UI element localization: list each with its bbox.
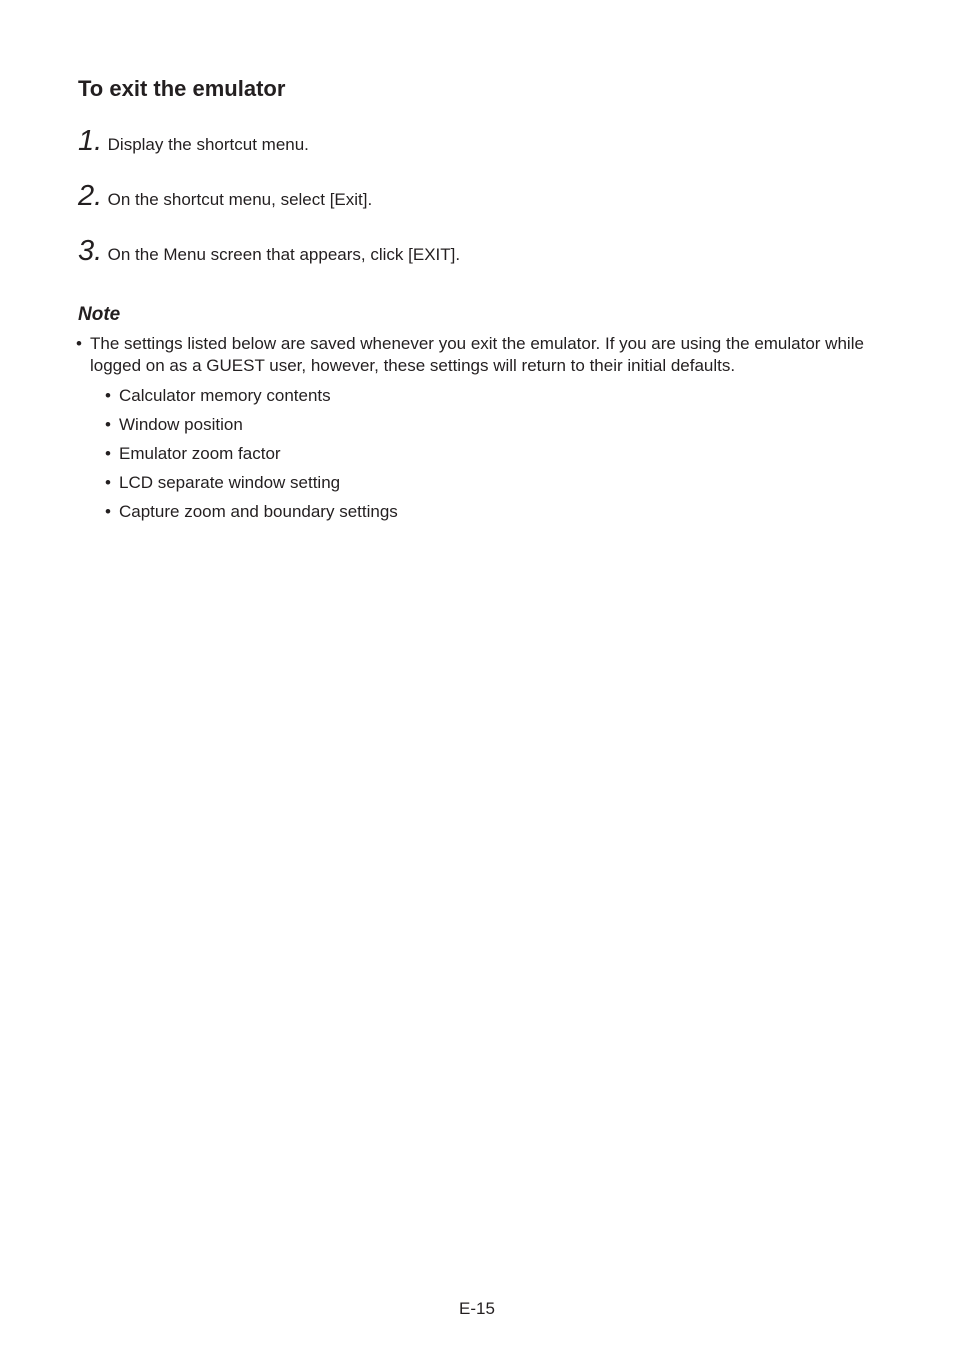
list-item (105, 443, 398, 472)
note-text: The settings listed below are saved whenever you exit the emulator. If you are using the emulator while logged on as a GUEST user, however, these settings will return to their initial defaults. (90, 334, 864, 375)
section-heading: To exit the emulator (78, 76, 286, 101)
list-item-text: Capture zoom and boundary settings (119, 502, 398, 521)
bullet-icon: • (105, 502, 111, 521)
step-3 (78, 236, 460, 266)
settings-list (105, 385, 398, 530)
bullet-icon: • (105, 386, 111, 405)
page-number: E-15 (459, 1299, 495, 1318)
step-text: Display the shortcut menu. (107, 135, 309, 154)
bullet-icon: • (105, 473, 111, 492)
step-number: 1. (78, 125, 103, 157)
step-text: On the Menu screen that appears, click [EXIT]. (107, 245, 461, 264)
list-item-text: Window position (119, 415, 243, 434)
step-2 (78, 181, 372, 211)
list-item (105, 385, 398, 414)
note-title: Note (78, 304, 121, 325)
list-item-text: Emulator zoom factor (119, 444, 281, 463)
list-item (105, 501, 398, 530)
step-1 (78, 126, 309, 156)
bullet-icon: • (105, 415, 111, 434)
list-item-text: LCD separate window setting (119, 473, 341, 492)
list-item (105, 414, 398, 443)
bullet-icon: • (76, 334, 82, 353)
list-item-text: Calculator memory contents (119, 386, 331, 405)
list-item (105, 472, 398, 501)
bullet-icon: • (105, 444, 111, 463)
note-paragraph (76, 333, 886, 377)
step-number: 3. (78, 235, 103, 267)
step-text: On the shortcut menu, select [Exit]. (107, 190, 373, 209)
step-number: 2. (78, 180, 103, 212)
